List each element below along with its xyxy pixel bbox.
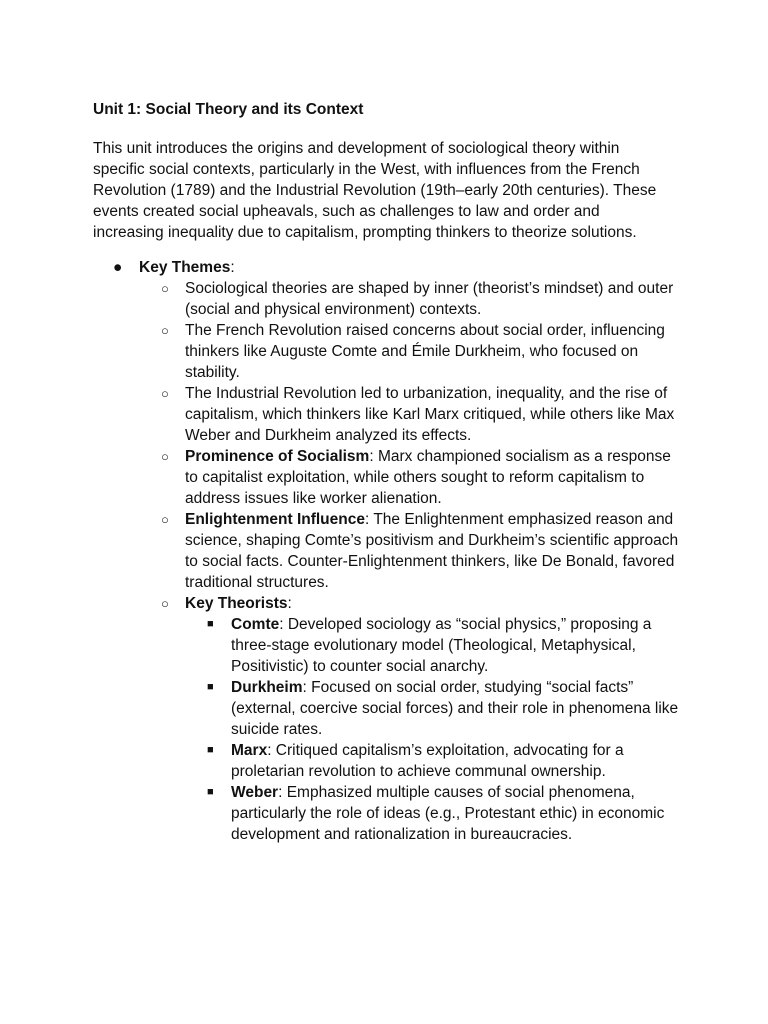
hollow-circle-bullet-icon: ○ [161,386,169,401]
document-page [93,98,693,845]
document-title: Unit 1: Social Theory and its Context [93,101,364,118]
hollow-circle-bullet-icon: ○ [161,281,169,296]
key-theorists-colon: : [287,595,292,612]
theme-item [139,446,685,509]
theorist-name: Weber [231,784,279,801]
key-theorists-label: Key Theorists [185,595,288,612]
theme-item-text: The Enlightenment emphasized reason and science, shaping Comte’s positivism and Durkheim’s scientific approach to social facts. Counter-Enlightenment thinkers, like De Bonald, favored traditional structures. [185,511,679,591]
theorist-item [185,677,691,740]
theme-item-label: Prominence of Socialism [185,448,370,465]
key-themes-item [93,257,693,845]
theme-item-separator: : [364,511,370,528]
square-bullet-icon: ■ [207,744,214,756]
theme-item-text: The Industrial Revolution led to urbanization, inequality, and the rise of capitalism, which thinkers like Karl Marx critiqued, while others like Max Weber and Durkheim analyzed its effects. [185,385,675,444]
theorist-name: Comte [231,616,280,633]
theorist-name: Marx [231,742,268,759]
square-bullet-icon: ■ [207,681,214,693]
outline-list [93,257,693,845]
theorist-description: : Emphasized multiple causes of social phenomena, particularly the role of ideas (e.g., Protestant ethic) in economic development and rationalization in bureaucracies. [231,784,665,843]
intro-paragraph: This unit introduces the origins and development of sociological theory within specific social contexts, particularly in the West, with influences from the French Revolution (1789) and the Industrial Revolution (19th–early 20th centuries). These events created social upheavals, such as challenges to law and order and increasing inequality due to capitalism, prompting thinkers to theorize solutions. [93,140,657,241]
theme-item-label: Enlightenment Influence [185,511,365,528]
hollow-circle-bullet-icon: ○ [161,323,169,338]
key-theorists-sublist [185,614,685,845]
key-themes-sublist [139,278,693,845]
hollow-circle-bullet-icon: ○ [161,449,169,464]
filled-circle-bullet-icon: ● [113,259,123,276]
key-themes-colon: : [230,259,235,276]
theorist-item [185,614,691,677]
theorist-item [185,782,691,845]
square-bullet-icon: ■ [207,618,214,630]
theorist-name: Durkheim [231,679,303,696]
theme-item-text: Sociological theories are shaped by inner (theorist’s mindset) and outer (social and physical environment) contexts. [185,280,674,318]
theme-item-separator: : [369,448,374,465]
theorist-description: : Developed sociology as “social physics,” proposing a three-stage evolutionary model (Theological, Metaphysical, Positivistic) to counter social anarchy. [231,616,652,675]
theorist-description: : Focused on social order, studying “social facts” (external, coercive social forces) and their role in phenomena like suicide rates. [231,679,679,738]
theme-item [139,320,685,383]
hollow-circle-bullet-icon: ○ [161,596,169,611]
theme-item-text: Marx championed socialism as a response to capitalist exploitation, while others sought to reform capitalism to address issues like worker alienation. [185,448,671,507]
theorist-description: : Critiqued capitalism’s exploitation, advocating for a proletarian revolution to achieve communal ownership. [231,742,624,780]
key-themes-label: Key Themes [139,259,231,276]
theme-item [139,383,685,446]
theme-item-text: The French Revolution raised concerns about social order, influencing thinkers like Auguste Comte and Émile Durkheim, who focused on stability. [185,322,665,381]
theorist-item [185,740,691,782]
hollow-circle-bullet-icon: ○ [161,512,169,527]
theme-item [139,278,685,320]
key-theorists-item [139,593,685,845]
square-bullet-icon: ■ [207,786,214,798]
theme-item [139,509,685,593]
